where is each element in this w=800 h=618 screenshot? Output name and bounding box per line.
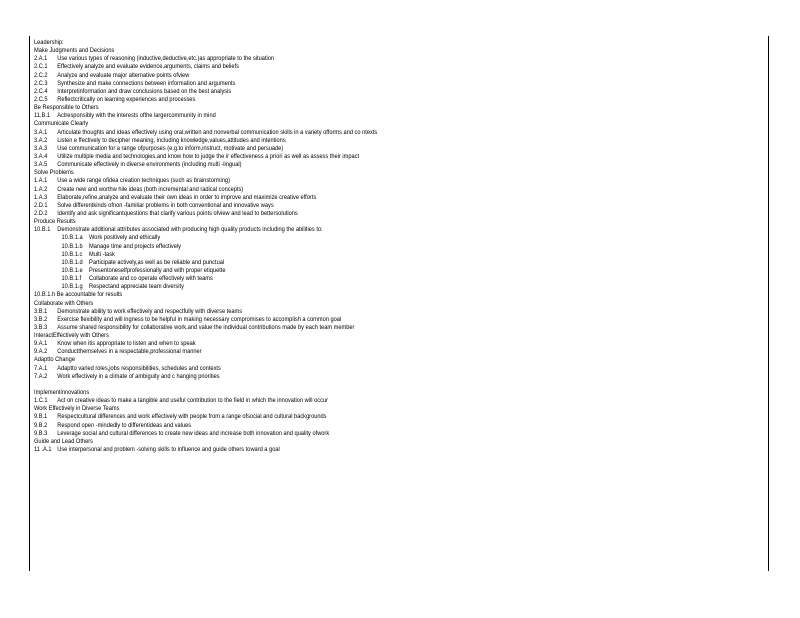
item-text: 10.B.1.h Be accountable for results [34, 291, 123, 299]
section-heading [34, 104, 653, 112]
outline-item [34, 145, 653, 153]
item-code: 9.A.2 [34, 348, 48, 356]
item-code: 3.B.2 [34, 315, 48, 323]
item-text: InteractEffectively with Others [34, 332, 109, 340]
skills-outline [34, 39, 754, 454]
item-code: 2.C.2 [34, 71, 48, 79]
item-code: 11.B.1 [34, 112, 50, 120]
section-heading [34, 218, 653, 226]
outline-item [34, 55, 653, 63]
item-text: Use communication for a range ofpurposes (e.g.to inform,instruct, motivate and persuade) [57, 144, 284, 152]
item-text: Adaptto varied roles,jobs responsibilities, schedules and contexts [57, 364, 221, 372]
outline-item [34, 324, 653, 332]
item-code: 10.B.1.e [61, 266, 83, 274]
item-text: Articulate thoughts and ideas effectively using oral,written and nonverbal communication skills in a variety offorms and co ntexts [57, 128, 378, 136]
item-code: 10.B.1.c [61, 250, 83, 258]
item-code: 11 .A.1 [34, 446, 52, 454]
item-text: Interpretinformation and draw conclusions based on the best analysis [57, 87, 232, 95]
outline-item [34, 226, 653, 234]
item-code: 2.D.2 [34, 209, 48, 217]
outline-item [34, 267, 653, 275]
item-text: Leadership: [34, 39, 64, 46]
item-code: 10.B.1.f [61, 275, 82, 283]
item-code: 1.A.1 [34, 177, 48, 185]
outline-item [34, 153, 653, 161]
outline-item [34, 397, 653, 405]
item-text: Know when itis appropriate to listen and when to speak [57, 340, 196, 348]
item-text: Leverage social and cultural differences to create new ideas and increase both innovation and quality ofwork [57, 429, 330, 437]
item-code: 9.B.3 [34, 429, 48, 437]
outline-item [34, 308, 653, 316]
item-text: Participate actively,as well as be reliable and punctual [89, 258, 225, 266]
item-text: Communicate Clearly [34, 120, 89, 128]
item-text: Adaptto Change [34, 356, 75, 364]
item-text: Effectively analyze and evaluate evidence,arguments, claims and beliefs [57, 63, 240, 71]
outline-item [34, 365, 653, 373]
item-code: 10.B.1.d [61, 258, 83, 266]
item-text: Respond open -mindedly to differentideas and values [57, 421, 192, 429]
item-text: Work Effectively in Diverse Teams [34, 405, 120, 413]
item-text: Reflectcritically on learning experiences and processes [57, 95, 196, 103]
item-text: Use various types of reasoning (inductive,deductive,etc.)as appropriate to the situation [57, 55, 275, 63]
item-text: Solve Problems [34, 169, 74, 177]
outline-item [34, 96, 653, 104]
item-text: Solve differentkinds ofnon -familiar problems in both conventional and innovative ways [57, 201, 274, 209]
item-code: 2.D.1 [34, 201, 48, 209]
item-text: Analyze and evaluate major alternative points ofview [57, 71, 190, 79]
left-border-line [29, 36, 30, 571]
outline-item [34, 373, 653, 381]
section-heading [34, 405, 653, 413]
item-text: Produce Results [34, 218, 76, 226]
outline-item [34, 210, 653, 218]
section-heading [34, 120, 653, 128]
outline-item [34, 129, 653, 137]
item-text: Manage time and projects effectively [89, 242, 181, 250]
item-code: 3.A.1 [34, 128, 48, 136]
item-code: 2.C.5 [34, 95, 48, 103]
item-code: 10.B.1 [34, 226, 51, 234]
item-text: Conductthemselves in a respectable,professional manner [57, 348, 202, 356]
outline-item [34, 72, 653, 80]
outline-item [34, 112, 653, 120]
item-text: Exercise flexibility and will ingness to be helpful in making necessary compromises to accomplish a common goal [57, 315, 342, 323]
item-text: Be Responsible to Others [34, 104, 99, 112]
outline-item [34, 340, 653, 348]
outline-item [34, 446, 653, 454]
item-text: Work positively and ethically [89, 234, 161, 242]
item-text: Use a wide range ofidea creation techniques (such as brainstorming) [57, 177, 230, 185]
item-text: Demonstrate additional attributes associated with producing high quality products including the abilities to: [57, 226, 323, 234]
item-text: Identify and ask significantquestions that clarify various points ofview and lead to bettersolutions [57, 209, 298, 217]
outline-item [34, 88, 653, 96]
outline-item [34, 194, 653, 202]
item-code: 2.C.4 [34, 87, 48, 95]
item-text: Respectcultural differences and work effectively with people from a range ofsocial and cultural backgrounds [57, 413, 327, 421]
item-code: 3.A.5 [34, 161, 48, 169]
item-text: Create new and worthw hile ideas (both incremental and radical concepts) [57, 185, 244, 193]
outline-item [34, 430, 653, 438]
item-text: Presentoneselfprofessionally and with proper etiquette [89, 266, 226, 274]
item-code: 10.B.1.a [61, 234, 83, 242]
outline-item [34, 177, 653, 185]
section-heading [34, 438, 653, 446]
outline-item [34, 275, 653, 283]
item-code: 3.A.3 [34, 144, 48, 152]
section-heading [34, 39, 653, 47]
outline-item [34, 161, 653, 169]
item-code: 3.B.1 [34, 307, 48, 315]
item-code: 9.B.1 [34, 413, 48, 421]
section-heading [34, 291, 653, 299]
item-text: Utilize multiple media and technologies,and know how to judge the ir effectiveness a priori as well as assess their impact [57, 152, 360, 160]
item-text: Assume shared responsibility for collaborative work,and value the individual contributions made by each team member [57, 323, 355, 331]
item-text: Respectand appreciate team diversity [89, 283, 184, 291]
item-code: 3.A.2 [34, 136, 48, 144]
item-code: 7.A.2 [34, 372, 48, 380]
outline-item [34, 137, 653, 145]
item-text: Make Judgments and Decisions [34, 47, 115, 55]
item-text: Communicate effectively in diverse environments (including multi -lingual) [57, 161, 242, 169]
item-code: 9.A.1 [34, 340, 48, 348]
item-text: Collaborate and co operate effectively with teams [89, 275, 213, 283]
item-code: 2.A.1 [34, 55, 48, 63]
section-heading [34, 389, 653, 397]
outline-item [34, 316, 653, 324]
section-heading [34, 356, 653, 364]
outline-item [34, 348, 653, 356]
item-text: Collaborate with Others [34, 299, 94, 307]
section-heading [34, 47, 653, 55]
outline-item [34, 234, 653, 242]
section-heading [34, 332, 653, 340]
outline-item [34, 259, 653, 267]
outline-item [34, 80, 653, 88]
item-code: 3.A.4 [34, 152, 48, 160]
outline-item [34, 251, 653, 259]
item-text: Elaborate,refine,analyze and evaluate their own ideas in order to improve and maximize creative efforts [57, 193, 317, 201]
item-text: Demonstrate ability to work effectively and respectfully with diverse teams [57, 307, 243, 315]
item-text: Actresponsibly with the interests ofthe largercommunity in mind [57, 112, 216, 120]
item-text: Implementinnovations [34, 389, 90, 397]
item-code: 10.B.1.g [61, 283, 83, 291]
item-text: Use interpersonal and problem -solving skills to influence and guide others toward a goal [57, 446, 280, 454]
outline-item [34, 202, 653, 210]
item-text: Guide and Lead Others [34, 437, 93, 445]
outline-item [34, 422, 653, 430]
blank-line [34, 381, 653, 389]
item-text: Listen e ffectively to decipher meaning, including knowledge,values,attitudes and intentions [57, 136, 286, 144]
section-heading [34, 300, 653, 308]
item-text: Act on creative ideas to make a tangible and useful contribution to the field in which the innovation will occur [57, 397, 328, 405]
item-code: 10.B.1.b [61, 242, 83, 250]
item-code: 3.B.3 [34, 323, 48, 331]
item-code: 1.A.2 [34, 185, 48, 193]
item-code: 2.C.3 [34, 79, 48, 87]
item-code: 9.B.2 [34, 421, 48, 429]
item-code: 1.C.1 [34, 397, 48, 405]
outline-item [34, 186, 653, 194]
outline-item [34, 63, 653, 71]
item-code: 2.C.1 [34, 63, 48, 71]
item-code: 7.A.1 [34, 364, 48, 372]
right-border-line [768, 36, 769, 571]
item-code: 1.A.3 [34, 193, 48, 201]
section-heading [34, 169, 653, 177]
item-text: Work effectively in a climate of ambiguity and c hanging priorities [57, 372, 220, 380]
outline-item [34, 283, 653, 291]
item-text: Synthesize and make connections between information and arguments [57, 79, 236, 87]
item-text: Multi -task [89, 250, 115, 258]
outline-item [34, 243, 653, 251]
outline-item [34, 413, 653, 421]
